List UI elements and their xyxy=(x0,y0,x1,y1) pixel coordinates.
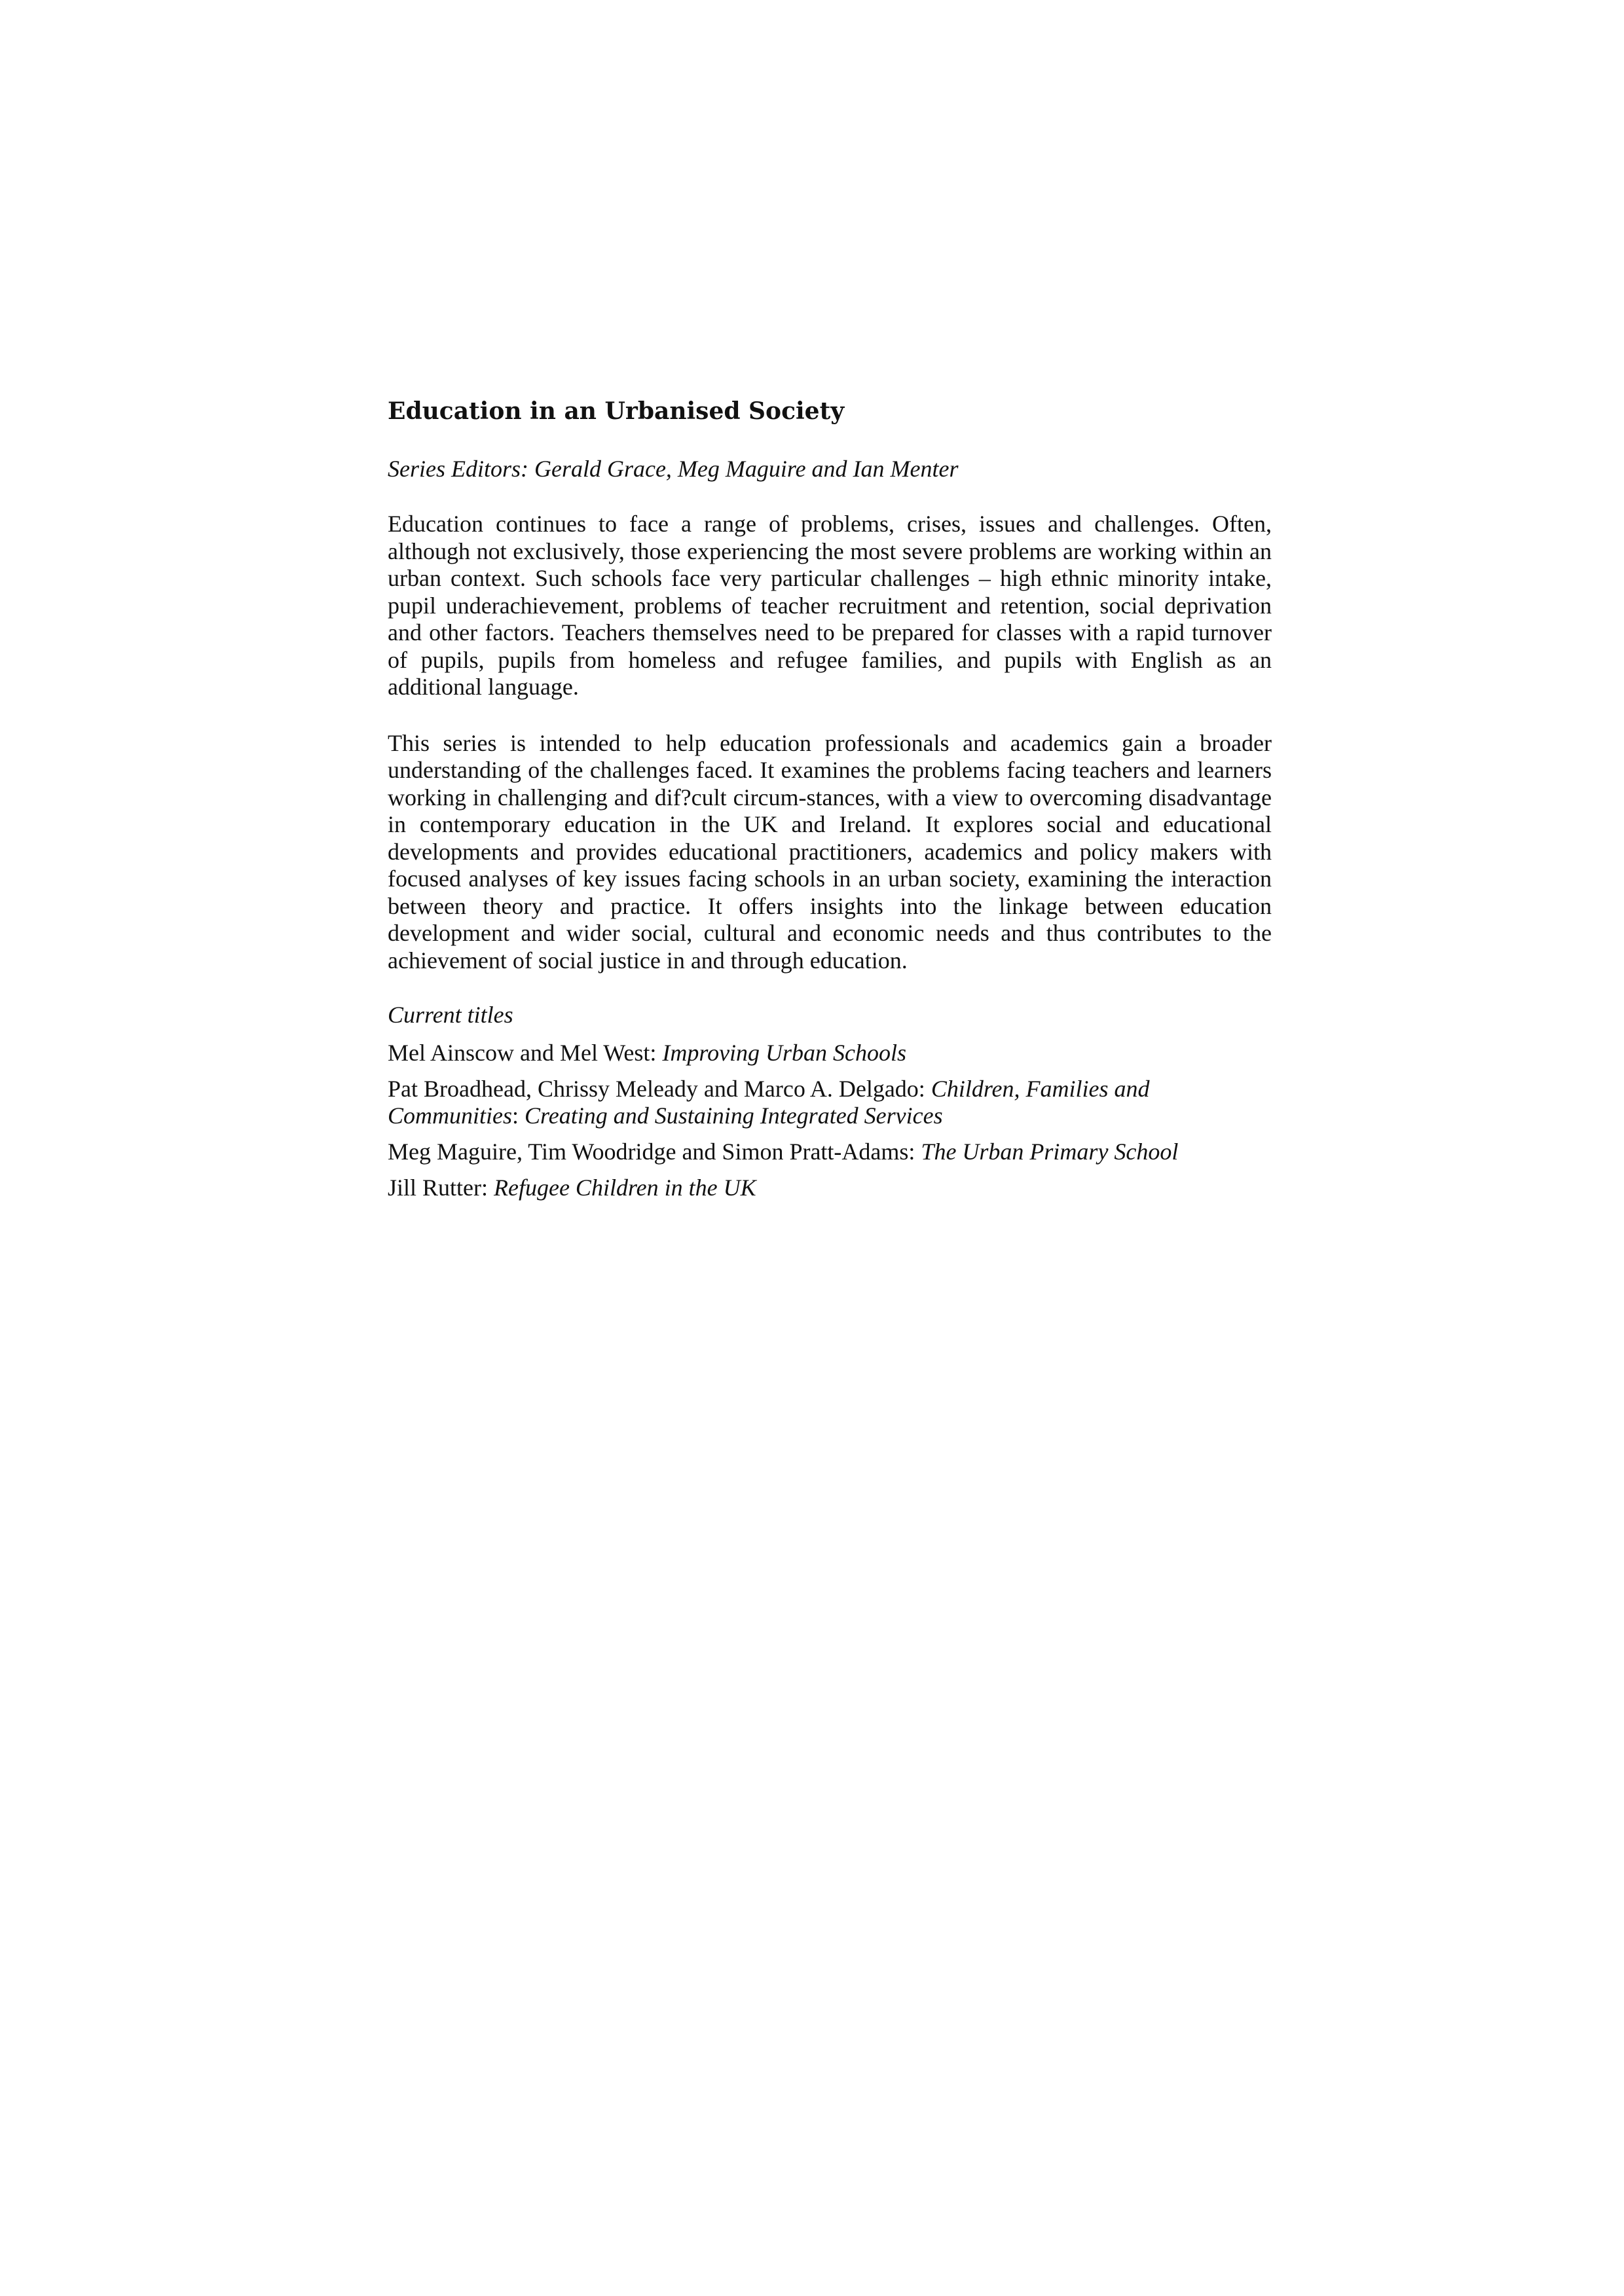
current-titles-heading: Current titles xyxy=(388,1002,513,1028)
title-entry xyxy=(388,1139,1272,1165)
series-title: Education in an Urbanised Society xyxy=(388,397,845,425)
title-authors: Pat Broadhead, Chrissy Meleady and Marco A. Delgado: xyxy=(388,1076,931,1102)
title-authors: Mel Ainscow and Mel West: xyxy=(388,1040,663,1066)
title-authors: Jill Rutter: xyxy=(388,1175,494,1201)
book-subtitle: Creating and Sustaining Integrated Services xyxy=(525,1102,943,1129)
book-title: The Urban Primary School xyxy=(921,1139,1179,1165)
title-authors: Meg Maguire, Tim Woodridge and Simon Pratt-Adams: xyxy=(388,1139,921,1165)
title-entry xyxy=(388,1076,1272,1129)
series-description-paragraph: This series is intended to help education professionals and academics gain a broader understanding of the challenges faced. It examines the problems facing teachers and learners working in challenging and dif?cult circum-stances, with a view to overcoming disadvantage in contemporary education in the UK and Ireland. It explores social and educational developments and provides educational practitioners, academics and policy makers with focused analyses of key issues facing schools in an urban society, examining the interaction between theory and practice. It offers insights into the linkage between education development and wider social, cultural and economic needs and thus contributes to the achievement of social justice in and through education. xyxy=(388,729,1272,974)
title-entry xyxy=(388,1040,1272,1066)
book-title: Children, Families and Communities xyxy=(388,1076,1150,1129)
book-title: Improving Urban Schools xyxy=(662,1040,907,1066)
title-separator: : xyxy=(512,1102,525,1129)
intro-paragraph: Education continues to face a range of problems, crises, issues and challenges. Often, although not exclusively, those experiencing the most severe problems are working within an urban context. Such schools face very particular challenges – high ethnic minority intake, pupil underachievement, problems of teacher recruitment and retention, social deprivation and other factors. Teachers themselves need to be prepared for classes with a rapid turnover of pupils, pupils from homeless and refugee families, and pupils with English as an additional language. xyxy=(388,511,1272,700)
series-page xyxy=(388,395,1272,1201)
book-title: Refugee Children in the UK xyxy=(494,1175,756,1201)
series-editors: Series Editors: Gerald Grace, Meg Maguire and Ian Menter xyxy=(388,456,959,482)
title-entry xyxy=(388,1175,1272,1201)
